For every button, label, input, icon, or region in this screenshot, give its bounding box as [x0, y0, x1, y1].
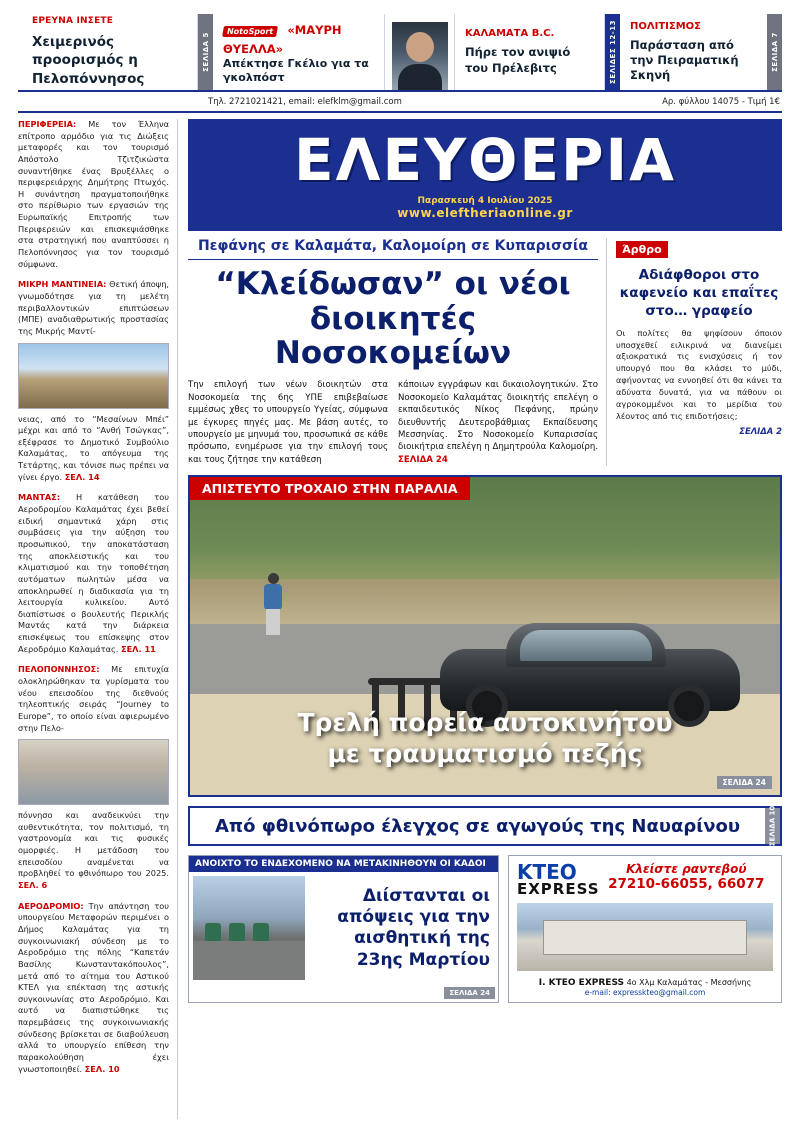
advert-contact	[600, 862, 773, 897]
page-tab-culture-label: ΣΕΛΙΔΑ 7	[770, 32, 779, 72]
advert-company: Ι. ΚΤΕΟ EXPRESS	[538, 978, 625, 989]
brief-aerodromio	[18, 901, 169, 1076]
brief-mikri-mantineia	[18, 279, 169, 483]
main-column	[178, 119, 782, 1119]
brief-label: ΜΑΝΤΑΣ:	[18, 492, 61, 503]
pedestrian-figure	[262, 573, 284, 635]
culture-kicker: ΠΟΛΙΤΙΣΜΟΣ	[630, 20, 701, 32]
advert-email[interactable]: e-mail: expresskteo@gmail.com	[584, 988, 706, 998]
feature-caption	[190, 708, 780, 769]
banner-page-tab-label: ΣΕΛΙΔΑ 10	[768, 806, 777, 847]
player-photo	[385, 14, 455, 90]
lead-headline-line2: διοικητές Νοσοκομείων	[274, 300, 512, 372]
sport-sub: Απέκτησε Γκέλιο για τα γκολπόστ	[223, 56, 369, 84]
page-content	[18, 119, 782, 1119]
basketball-sub: Πήρε τον ανιψιό του Πρέλεβιτς	[465, 45, 571, 75]
lead-kicker: Πεφάνης σε Καλαμάτα, Καλομοίρη σε Κυπαρισσία	[188, 238, 598, 260]
player-headshot	[392, 22, 448, 90]
page-tab-basketball	[605, 14, 620, 90]
publication-date: Παρασκευή 4 Ιουλίου 2025	[417, 195, 553, 206]
top-strip	[18, 14, 782, 92]
opinion-section-label: Άρθρο	[616, 241, 668, 258]
lead-body-col2-wrap	[398, 379, 598, 466]
lead-section	[188, 238, 782, 466]
page-tab-left-label: ΣΕΛΙΔΑ 5	[201, 32, 210, 72]
newspaper-title: ΕΛΕΥΘΕΡΙΑ	[293, 125, 677, 194]
top-strip-culture[interactable]	[620, 14, 767, 90]
culture-sub: Παράσταση από την Πειραματική Σκηνή	[630, 37, 739, 83]
bottom-story-page-ref[interactable]: ΣΕΛΙΔΑ 24	[444, 987, 495, 999]
banner-page-tab	[765, 806, 780, 847]
advert-phone[interactable]: 27210-66055, 66077	[608, 876, 765, 893]
page-tab-culture	[767, 14, 782, 90]
top-strip-basketball[interactable]	[455, 14, 605, 90]
brief-page[interactable]: ΣΕΛ. 6	[18, 880, 48, 891]
sport-headline-row	[223, 19, 374, 57]
feature-caption-line1: Τρελή πορεία αυτοκινήτου	[297, 708, 673, 738]
brief-page[interactable]: ΣΕΛ. 14	[64, 471, 100, 482]
advert-brand-line1: ΚΤΕΟ	[517, 860, 577, 885]
advert-brand-line2: EXPRESS	[517, 880, 600, 899]
feature-caption-line2: με τραυματισμό πεζής	[327, 738, 643, 768]
page-tab-left	[198, 14, 213, 90]
lead-story[interactable]	[188, 238, 606, 466]
left-briefs-column	[18, 119, 178, 1119]
masthead	[188, 119, 782, 231]
info-bar	[18, 92, 782, 113]
brief-text-cont: πόννησο και αναδεικνύει την αυθεντικότητα, τον πολιτισμό, τη γαστρονομία και τις φυσικές ομορφιές. Η μετάδοση του επεισοδίου αναμένεται να προβληθεί το φθινόπωρο του 2025.	[18, 810, 169, 879]
feature-page-ref[interactable]: ΣΕΛΙΔΑ 24	[717, 776, 773, 789]
brief-text-cont: νειας, από το “Μεσαίνων Μπέι” μέχρι και από το “Ανθή Τσώγκας”, εξέφρασε το Δημοτικό Συμβούλιο Καλαμάτας, το απόγευμα της Τετάρτης, και τόνισε πως πρέπει να γίνει έργο.	[18, 413, 169, 482]
people-photo	[18, 739, 169, 805]
advert-logo	[517, 862, 600, 897]
brief-peloponnisos	[18, 664, 169, 891]
bottom-story-header: ΑΝΟΙΧΤΟ ΤΟ ΕΝΔΕΧΟΜΕΝΟ ΝΑ ΜΕΤΑΚΙΝΗΘΟΥΝ ΟΙ ΚΑΔΟΙ	[189, 856, 498, 872]
lead-body	[188, 379, 598, 466]
bottom-story-box[interactable]	[188, 855, 499, 1003]
advert-cta: Κλείστε ραντεβού	[626, 862, 747, 877]
bottom-story-title: Διίστανται οι απόψεις για την αισθητική της 23ης Μαρτίου	[337, 885, 490, 970]
contact-info: Τηλ. 2721021421, email: elefklm@gmail.com	[208, 97, 402, 107]
advertisement-kteo[interactable]	[508, 855, 782, 1003]
lead-headline-line1: “Κλείδωσαν” οι νέοι	[215, 266, 571, 302]
inset-kicker: ΕΡΕΥΝΑ ΙΝΣΕΤΕ	[32, 16, 114, 27]
banner-text: Από φθινόπωρο έλεγχος σε αγωγούς της Ναυαρίνου	[214, 815, 741, 837]
bottom-row	[188, 855, 782, 1003]
brief-mantas	[18, 492, 169, 655]
brief-label: ΑΕΡΟΔΡΟΜΙΟ:	[18, 900, 84, 911]
sport-headline: «ΜΑΥΡΗ ΘΥΕΛΛΑ»	[223, 22, 342, 56]
feature-label: ΑΠΙΣΤΕΥΤΟ ΤΡΟΧΑΙΟ ΣΤΗΝ ΠΑΡΑΛΙΑ	[190, 477, 470, 500]
brief-label: ΠΕΡΙΦΕΡΕΙΑ:	[18, 119, 77, 129]
bottom-story-inner	[189, 872, 498, 984]
street-photo	[193, 876, 305, 980]
advert-photo	[517, 903, 773, 971]
brief-label: ΜΙΚΡΗ ΜΑΝΤΙΝΕΙΑ:	[18, 279, 107, 290]
issue-info: Αρ. φύλλου 14075 - Τιμή 1€	[662, 97, 780, 107]
opinion-column[interactable]	[606, 238, 782, 466]
advert-address: 4ο Χλμ Καλαμάτας - Μεσσήνης	[626, 978, 752, 988]
coast-photo	[18, 343, 169, 409]
opinion-title: Αδιάφθοροι στο καφενείο και επαΐτες στο… γραφείο	[619, 267, 779, 320]
notosport-badge: NotoSport	[222, 26, 278, 37]
lead-page-ref[interactable]: ΣΕΛΙΔΑ 24	[398, 454, 448, 465]
inset-title: Χειμερινός προορισμός η Πελοπόννησος	[32, 34, 145, 87]
advert-building	[543, 920, 748, 955]
secondary-banner[interactable]	[188, 806, 782, 846]
brief-text: Με τον Έλληνα επίτροπο αρμόδιο για τις Διώξεις μεταφορές και τον τουρισμό Απόστολο Τζιτζικώστα συναντήθηκε ένας Βρυξέλλες ο περιφερειάρχης Δημήτρης Πτωχός. Η συνάντηση πραγματοποιήθηκε στο περίθωριο των εργασιών της Ευρωπαϊκής Επιτροπής των Περιφερειών και επισκεψιάσθηκε στα στρατηγική που αναπτύσσει η Πελοπόννησος για τον τουρισμό σύμφωνα.	[18, 119, 169, 269]
brief-page[interactable]: ΣΕΛ. 11	[121, 643, 156, 654]
brief-text: Με επιτυχία ολοκληρώθηκαν τα γυρίσματα του νέου επεισοδίου της διεθνούς τηλεοπτικής σειράς “Journey to Europe”, το οποίο είναι αφιερωμένο στην Πελο-	[18, 664, 169, 733]
opinion-text: Οι πολίτες θα ψηφίσουν όποιον υποσχεθεί ειλικρινά να διανείμει αξιοκρατικά τις ενισχύσεις ή τον υπουργό που θα κλάσει το μύδι, αφήνοντας να εννοηθεί ότι θα κάνει τα αδύνατα δυνατά, για να πάθουν οι αγροκομμένοι και το μερίδια του λέοντος από τις επιδοτήσεις;	[616, 327, 782, 421]
brief-text: Η κατάθεση του Αεροδρομίου Καλαμάτας έχει βεθεί ειδική σημαντικά χάρη στις συμβάσεις για την αύξηση του προσωπικού, την αποκατάσταση της αποκλειστικής και του κλιματισμού και την τοποθέτηση αυτόματων πωλητών μέσα να αποκληρωθεί η διαδικασία για τη λειτουργία κυλικείου. Αυτό διαπίστωσε ο βουλευτής Περικλής Μαντάς κατά την διάρκεια επισκέψεως του επίσκεψης στον Αεροδρόμιο Καλαμάτας.	[18, 492, 169, 654]
top-strip-sport[interactable]	[213, 14, 385, 90]
brief-text: Θετική άποψη, γνωμοδότησε για τη μελέτη περιβαλλοντικών επιπτώσεων (ΜΠΕ) αναδιαθρωτικής προστασίας της Μικρής Μαντί-	[18, 279, 169, 336]
lead-headline	[188, 267, 598, 371]
opinion-page-ref[interactable]: ΣΕΛΙΔΑ 2	[739, 425, 782, 436]
advert-top	[509, 856, 781, 899]
brief-text: Την απάντηση του υπουργείου Μεταφορών περιμένει ο Δήμος Καλαμάτας για τη συγκοινωνιακή σύνδεση με το Αεροδρόμιο της πόλης “Καπετάν Βασίλης Κωνσταντακόπουλος”, μετά από το αίτημα του Αστικού ΚΤΕΛ για επέκταση της αστικής συγκοινωνίας στο Αεροδρόμιο. Και αυτό να διαπιστώθηκε τις παρεμβάσεις της συγκοινωνιακής σύνδεσης βρίσκεται σε διαβούλευση αλλά το υπουργείο επίθεση την παρακολούθηση έχει γνωστοποιηθεί.	[18, 900, 169, 1074]
website-url[interactable]: www.eleftheriaonline.gr	[397, 205, 573, 220]
basketball-kicker: ΚΑΛΑΜΑΤΑ Β.C.	[465, 28, 555, 40]
advert-footer	[509, 975, 781, 1002]
feature-photo-story[interactable]	[188, 475, 782, 797]
top-strip-left[interactable]	[18, 14, 198, 90]
brief-label: ΠΕΛΟΠΟΝΝΗΣΟΣ:	[18, 664, 100, 675]
lead-body-col1: Την επιλογή των νέων διοικητών στα Νοσοκομεία της 6ης ΥΠΕ επιβεβαίωσε εμμέσως χθες το υπουργείο Υγείας, σύμφωνα με έγκυρες πηγές μας. Με βάση αυτές, το υπουργείο με μηνυμά του, προσωπικά σε κάθε πρόσωπο, ενημέρωσε για την επιλογή τους και τους ζήτησε την κατάθεση	[188, 380, 388, 465]
lead-body-col2: κάποιων εγγράφων και δικαιολογητικών. Στο Νοσοκομείο Καλαμάτας διοικητής επελέγη ο εκπαιδευτικός Νίκος Πεφάνης, πρώην διευθυντής Δευτεροβάθμιας Εκπαίδευσης Μεσσηνίας. Στο Νοσοκομείο Κυπαρισσίας διοικήτρια επελέγη η Δημητρούλα Καλομοίρη.	[398, 380, 598, 453]
brief-regional	[18, 119, 169, 270]
brief-page[interactable]: ΣΕΛ. 10	[84, 1063, 120, 1074]
page-tab-basketball-label: ΣΕΛΙΔΕΣ 12-13	[608, 20, 617, 84]
